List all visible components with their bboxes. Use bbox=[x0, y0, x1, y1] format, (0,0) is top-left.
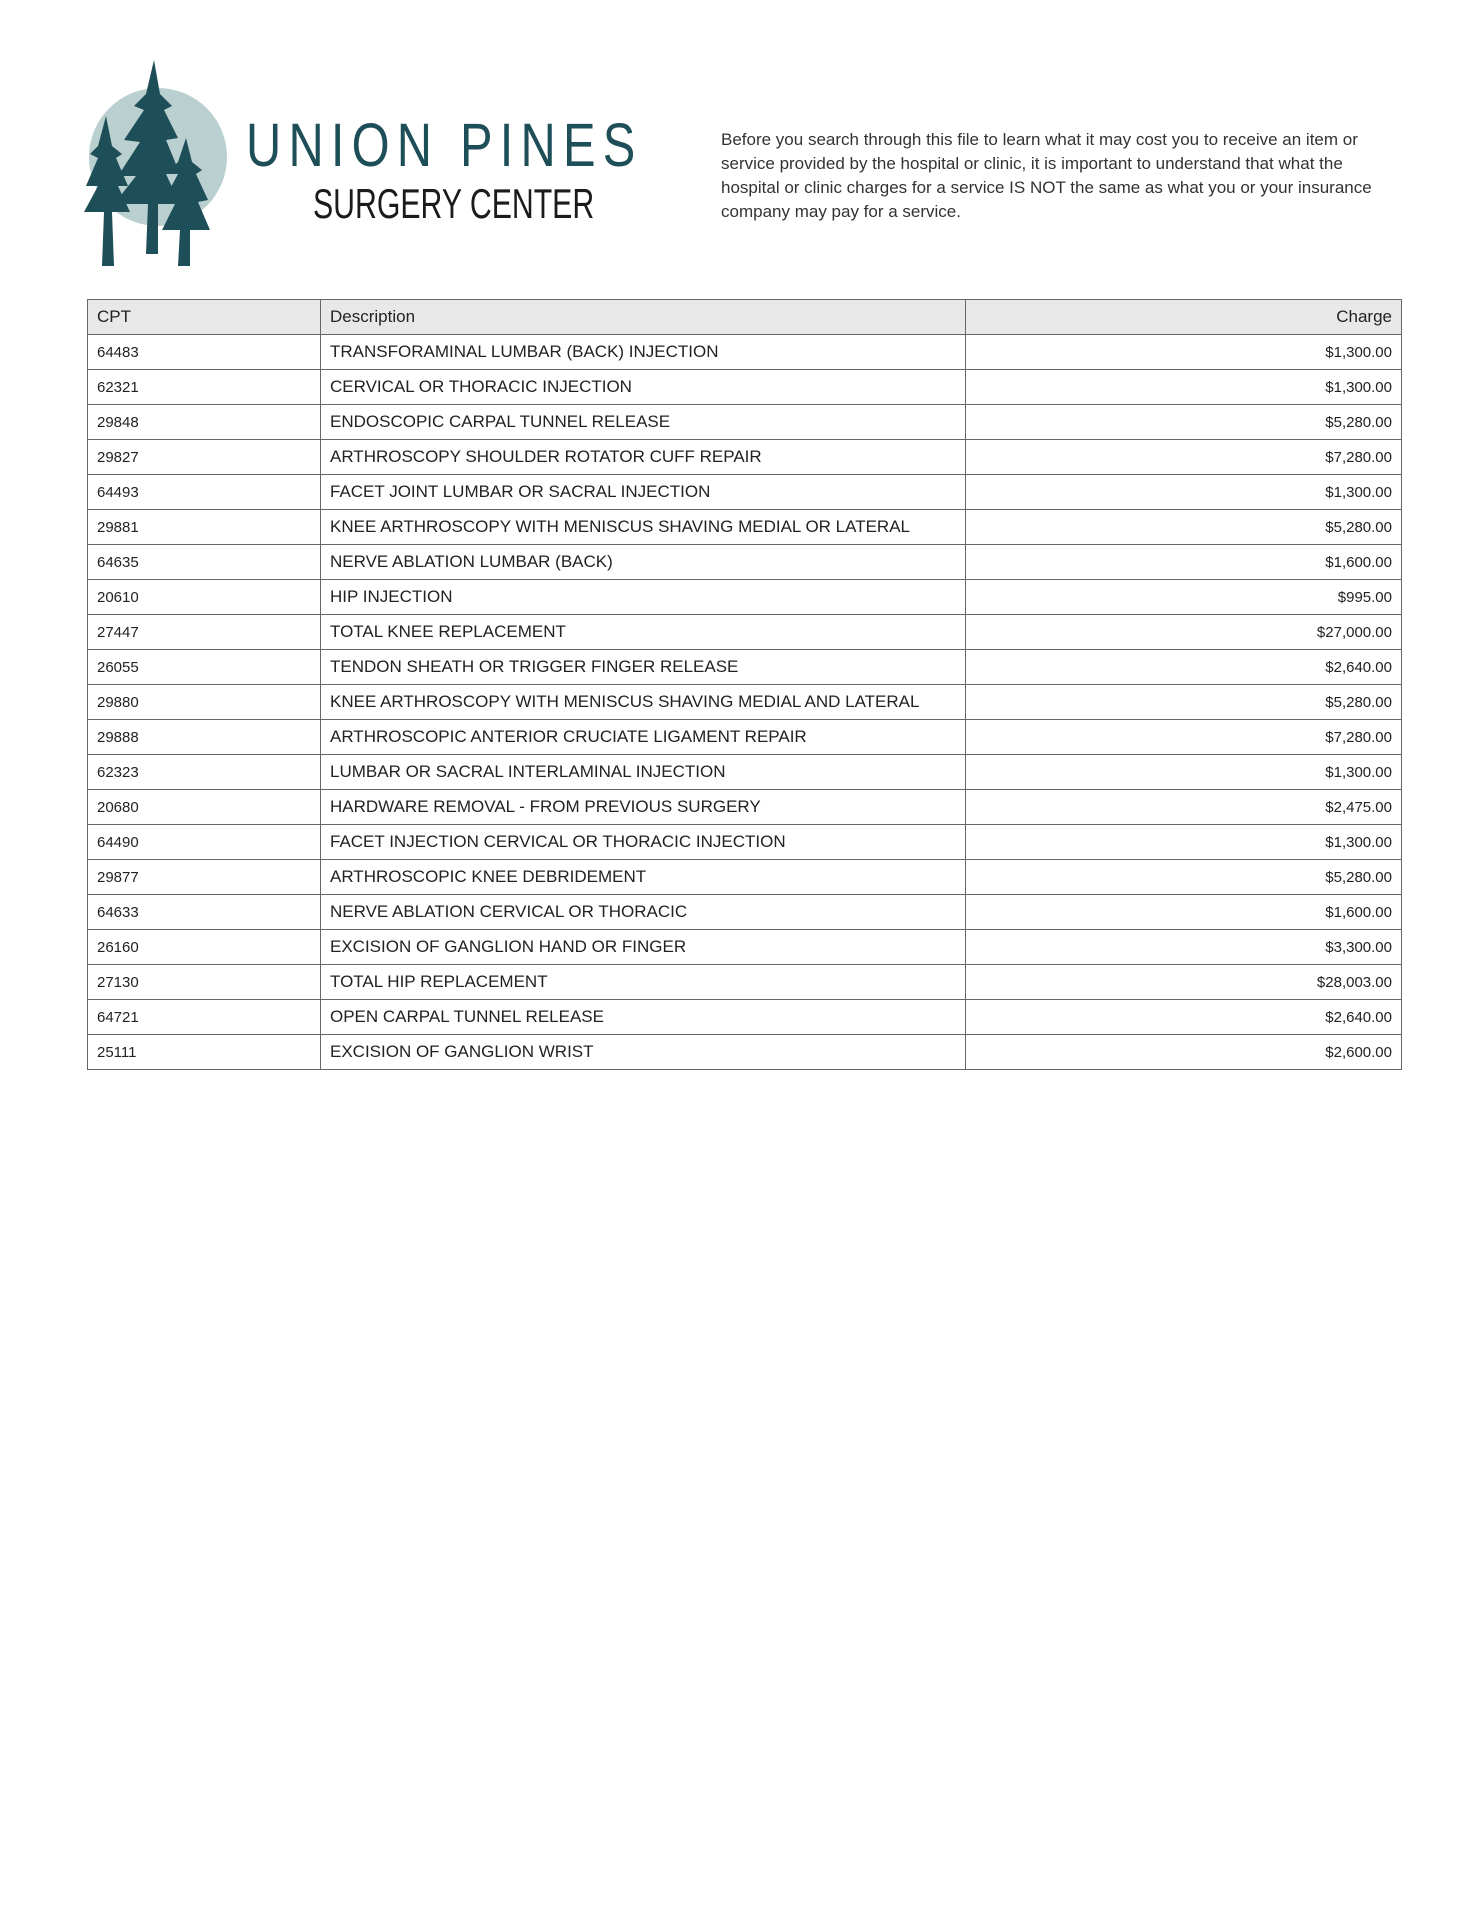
cell-charge: $1,300.00 bbox=[966, 825, 1402, 860]
table-row bbox=[88, 510, 1402, 545]
cell-cpt: 64490 bbox=[88, 825, 321, 860]
table-row bbox=[88, 755, 1402, 790]
header-charge: Charge bbox=[966, 300, 1402, 335]
table-row bbox=[88, 405, 1402, 440]
cell-description: KNEE ARTHROSCOPY WITH MENISCUS SHAVING MEDIAL OR LATERAL bbox=[321, 510, 966, 545]
cell-charge: $1,600.00 bbox=[966, 545, 1402, 580]
cell-description: ENDOSCOPIC CARPAL TUNNEL RELEASE bbox=[321, 405, 966, 440]
cell-description: TOTAL HIP REPLACEMENT bbox=[321, 965, 966, 1000]
cell-cpt: 64633 bbox=[88, 895, 321, 930]
cell-charge: $2,640.00 bbox=[966, 1000, 1402, 1035]
cell-charge: $5,280.00 bbox=[966, 860, 1402, 895]
cell-cpt: 62323 bbox=[88, 755, 321, 790]
cell-cpt: 29848 bbox=[88, 405, 321, 440]
cell-cpt: 26055 bbox=[88, 650, 321, 685]
cell-cpt: 26160 bbox=[88, 930, 321, 965]
table-row bbox=[88, 335, 1402, 370]
cell-charge: $1,300.00 bbox=[966, 755, 1402, 790]
pine-tree-shapes bbox=[84, 60, 210, 266]
cell-charge: $1,600.00 bbox=[966, 895, 1402, 930]
cell-charge: $5,280.00 bbox=[966, 510, 1402, 545]
cell-cpt: 64493 bbox=[88, 475, 321, 510]
cell-description: LUMBAR OR SACRAL INTERLAMINAL INJECTION bbox=[321, 755, 966, 790]
cell-description: EXCISION OF GANGLION HAND OR FINGER bbox=[321, 930, 966, 965]
brand-name: UNION PINES bbox=[246, 111, 643, 179]
cell-description: ARTHROSCOPIC ANTERIOR CRUCIATE LIGAMENT REPAIR bbox=[321, 720, 966, 755]
cell-description: CERVICAL OR THORACIC INJECTION bbox=[321, 370, 966, 405]
table-row bbox=[88, 825, 1402, 860]
cell-description: HIP INJECTION bbox=[321, 580, 966, 615]
table-row bbox=[88, 685, 1402, 720]
cell-description: TOTAL KNEE REPLACEMENT bbox=[321, 615, 966, 650]
cell-description: HARDWARE REMOVAL - FROM PREVIOUS SURGERY bbox=[321, 790, 966, 825]
cell-cpt: 25111 bbox=[88, 1035, 321, 1070]
cell-charge: $5,280.00 bbox=[966, 685, 1402, 720]
brand-subtitle: SURGERY CENTER bbox=[313, 180, 595, 227]
cell-description: FACET JOINT LUMBAR OR SACRAL INJECTION bbox=[321, 475, 966, 510]
cell-cpt: 64721 bbox=[88, 1000, 321, 1035]
cell-cpt: 29827 bbox=[88, 440, 321, 475]
table-row bbox=[88, 895, 1402, 930]
cell-description: ARTHROSCOPIC KNEE DEBRIDEMENT bbox=[321, 860, 966, 895]
table-row bbox=[88, 1035, 1402, 1070]
cell-cpt: 29888 bbox=[88, 720, 321, 755]
table-row bbox=[88, 965, 1402, 1000]
cell-description: NERVE ABLATION LUMBAR (BACK) bbox=[321, 545, 966, 580]
cell-charge: $1,300.00 bbox=[966, 335, 1402, 370]
table-header-row bbox=[88, 300, 1402, 335]
table-row bbox=[88, 370, 1402, 405]
cell-charge: $7,280.00 bbox=[966, 720, 1402, 755]
table-row bbox=[88, 860, 1402, 895]
table-row bbox=[88, 930, 1402, 965]
table-row bbox=[88, 720, 1402, 755]
cell-description: KNEE ARTHROSCOPY WITH MENISCUS SHAVING MEDIAL AND LATERAL bbox=[321, 685, 966, 720]
cell-charge: $3,300.00 bbox=[966, 930, 1402, 965]
cell-charge: $2,640.00 bbox=[966, 650, 1402, 685]
cell-description: NERVE ABLATION CERVICAL OR THORACIC bbox=[321, 895, 966, 930]
header-cpt: CPT bbox=[88, 300, 321, 335]
cell-charge: $27,000.00 bbox=[966, 615, 1402, 650]
cell-description: TENDON SHEATH OR TRIGGER FINGER RELEASE bbox=[321, 650, 966, 685]
cell-charge: $2,600.00 bbox=[966, 1035, 1402, 1070]
table-row bbox=[88, 1000, 1402, 1035]
pine-trees-logo-icon bbox=[84, 54, 234, 269]
cell-cpt: 20610 bbox=[88, 580, 321, 615]
price-table bbox=[87, 299, 1402, 1070]
cell-description: EXCISION OF GANGLION WRIST bbox=[321, 1035, 966, 1070]
cell-cpt: 27447 bbox=[88, 615, 321, 650]
table-body bbox=[88, 335, 1402, 1070]
cell-description: ARTHROSCOPY SHOULDER ROTATOR CUFF REPAIR bbox=[321, 440, 966, 475]
table-row bbox=[88, 615, 1402, 650]
cell-charge: $995.00 bbox=[966, 580, 1402, 615]
cell-charge: $28,003.00 bbox=[966, 965, 1402, 1000]
table-row bbox=[88, 545, 1402, 580]
cell-charge: $1,300.00 bbox=[966, 370, 1402, 405]
table-row bbox=[88, 580, 1402, 615]
cell-cpt: 20680 bbox=[88, 790, 321, 825]
table-row bbox=[88, 790, 1402, 825]
table-row bbox=[88, 650, 1402, 685]
cell-cpt: 64635 bbox=[88, 545, 321, 580]
cell-cpt: 29880 bbox=[88, 685, 321, 720]
cell-description: FACET INJECTION CERVICAL OR THORACIC INJECTION bbox=[321, 825, 966, 860]
table-row bbox=[88, 440, 1402, 475]
cell-cpt: 64483 bbox=[88, 335, 321, 370]
cell-cpt: 29877 bbox=[88, 860, 321, 895]
cell-charge: $1,300.00 bbox=[966, 475, 1402, 510]
price-disclaimer: Before you search through this file to learn what it may cost you to receive an item or service provided by the hospital or clinic, it is important to understand that what the hospital or clinic charges for a service IS NOT the same as what you or your insurance company may pay for a service. bbox=[721, 130, 1372, 221]
cell-charge: $2,475.00 bbox=[966, 790, 1402, 825]
cell-cpt: 29881 bbox=[88, 510, 321, 545]
cell-cpt: 27130 bbox=[88, 965, 321, 1000]
cell-charge: $7,280.00 bbox=[966, 440, 1402, 475]
header-description: Description bbox=[321, 300, 966, 335]
cell-charge: $5,280.00 bbox=[966, 405, 1402, 440]
table-row bbox=[88, 475, 1402, 510]
cell-description: OPEN CARPAL TUNNEL RELEASE bbox=[321, 1000, 966, 1035]
cell-description: TRANSFORAMINAL LUMBAR (BACK) INJECTION bbox=[321, 335, 966, 370]
cell-cpt: 62321 bbox=[88, 370, 321, 405]
